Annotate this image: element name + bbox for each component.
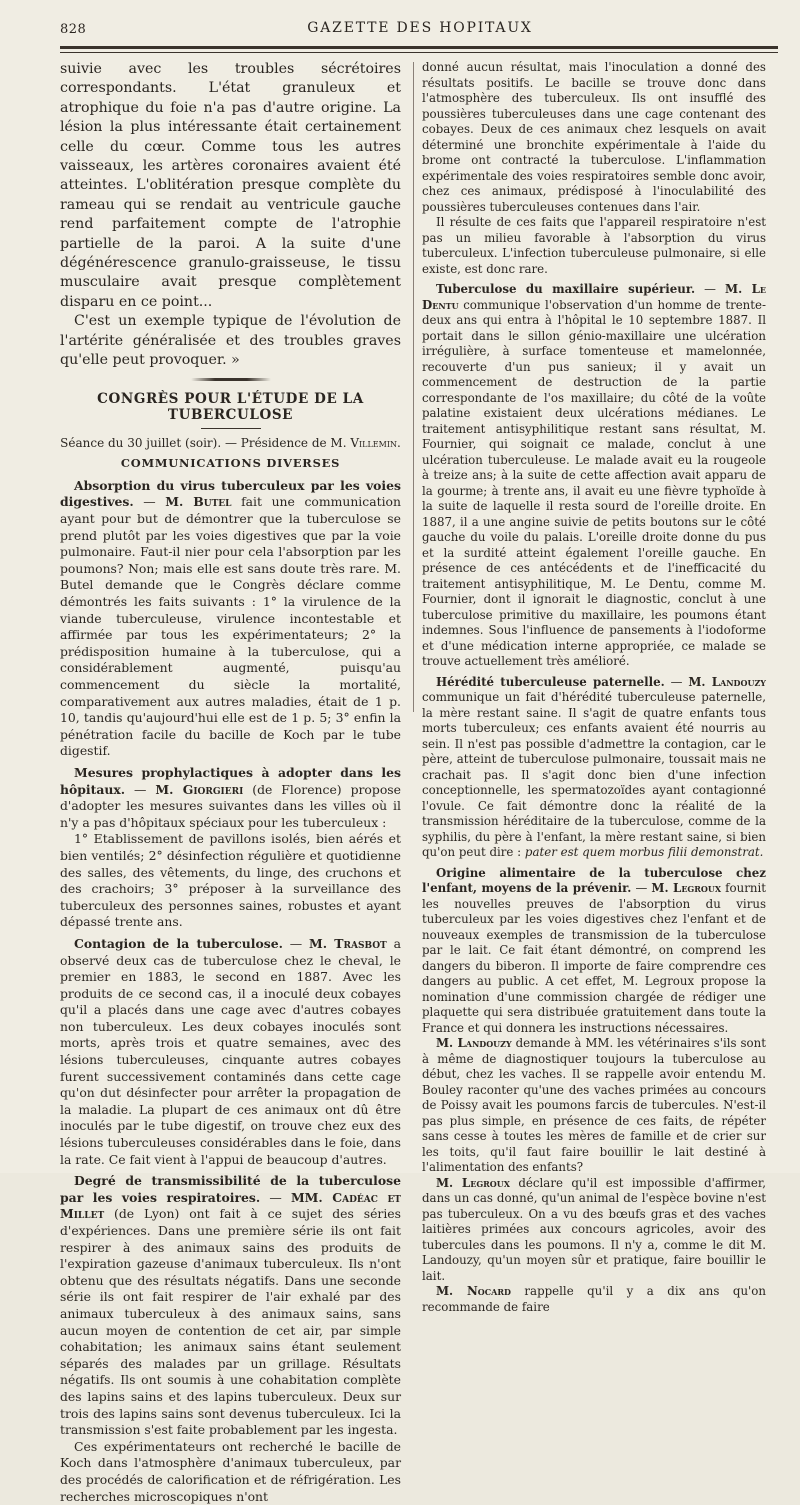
- header-rule-thick: [60, 46, 778, 49]
- article-heading: Mesures prophylactiques à adopter dans les hôpitaux.: [60, 764, 401, 797]
- left-column: [60, 60, 401, 1505]
- session-line: [60, 435, 401, 452]
- continued-conclusion: Il résulte de ces faits que l'appareil respiratoire n'est pas un milieu favorable à l'absorption du virus tuberculeux. L'infection tuberculeuse pulmonaire, si elle existe, est donc rare.: [422, 215, 766, 276]
- article-author: M. Trasbot: [309, 935, 387, 951]
- article-text: communique l'observation d'un homme de trente-deux ans qui entra à l'hôpital le 10 septembre 1887. Il portait dans le sillon génio-maxillaire une ulcération irrégulière, à surface tomenteuse et mamelonnée, recouverte d'un pus sanieux; il y avait un commencement de destruction de la partie correspondante de l'os maxillaire; du côté de la voûte palatine existaient deux ulcérations médianes. Le traitement antisyphilitique restant sans résultat, M. Fournier, qui soignait ce malade, conclut à une ulcération tuberculeuse. Le malade avait eu la rougeole à treize ans; à la suite de cette affection avait apparu de la gourme; à trente ans, il avait eu une fièvre typhoïde à la suite de laquelle il resta sourd de l'oreille droite. En 1887, il a une angine suivie de petits boutons sur le côté gauche du voile du palais. L'oreille droite donne du pus et la surdité atteint également l'oreille gauche. En présence de ces antécédents et de l'inefficacité du traitement antisyphilitique, M. Le Dentu, comme M. Fournier, dont il ignorait le diagnostic, conclut à une tuberculose primitive du maxillaire, les poumons étant indemnes. Sous l'influence de pansements à l'iodoforme et d'une médication interne appropriée, ce malade se trouve actuellement très amélioré.: [422, 297, 766, 668]
- article-heading: Tuberculose du maxillaire supérieur.: [436, 282, 696, 296]
- article-heredite: Hérédité tuberculeuse paternelle. — M. Landouzy communique un fait d'hérédité tuberculeuse paternelle, la mère restant saine. Il s'agit de quatre enfants tous morts tuberculeux; ces enfants avaient été nourris au sein. Il n'est pas possible d'admettre la contagion, car le père, atteint de tuberculose pulmonaire, toussait mais ne crachait pas. Il s'agit donc bien d'une infection conceptionnelle, les spermatozoïdes ayant contagionné l'ovule. Ce fait démontre donc la réalité de la transmission héréditaire de la tuberculose, comme de la syphilis, du père à l'enfant, la mère restant saine, si bien qu'on peut dire : pater est quem morbus filii demonstrat.: [422, 674, 766, 859]
- intro-paragraph: suivie avec les troubles sécrétoires correspondants. L'état granuleux et atrophique du foie n'a pas d'autre origine. La lésion la plus intéressante était certainement celle du cœur. Comme tous les autres vaisseaux, les artères coronaires avaient été atteintes. L'oblitération presque complète du rameau qui se rendait au ventricule gauche rend parfaitement compte de l'atrophie partielle de la paroi. A la suite d'une dégénérescence granulo-graisseuse, le tissu musculaire avait presque complètement disparu en ce point...: [60, 61, 401, 310]
- running-title: GAZETTE DES HOPITAUX: [307, 20, 533, 36]
- session-suffix: .: [397, 435, 401, 450]
- article-maxillaire: Tuberculose du maxillaire supérieur. — M. Le Dentu communique l'observation d'un homme de trente-deux ans qui entra à l'hôpital le 10 septembre 1887. Il portait dans le sillon génio-maxillaire une ulcération irrégulière, à surface tomenteuse et mamelonnée, recouverte d'un pus sanieux; il y avait un commencement de destruction de la partie correspondante de l'os maxillaire; du côté de la voûte palatine existaient deux ulcérations médianes. Le traitement antisyphilitique restant sans résultat, M. Fournier, qui soignait ce malade, conclut à une ulcération tuberculeuse. Le malade avait eu la rougeole à treize ans; à la suite de cette affection avait apparu de la gourme; à trente ans, il avait eu une fièvre typhoïde à la suite de laquelle il resta sourd de l'oreille droite. En 1887, il a une angine suivie de petits boutons sur le côté gauche du voile du palais. L'oreille droite donne du pus et la surdité atteint également l'oreille gauche. En présence de ces antécédents et de l'inefficacité du traitement antisyphilitique, M. Le Dentu, comme M. Fournier, dont il ignorait le diagnostic, conclut à une tuberculose primitive du maxillaire, les poumons étant indemnes. Sous l'influence de pansements à l'iodoforme et d'une médication interne appropriée, ce malade se trouve actuellement très amélioré.: [422, 282, 767, 668]
- article-author: M. Landouzy: [436, 1036, 512, 1050]
- article-author: M. Legroux: [436, 1175, 510, 1190]
- article-heading: Degré de transmissibilité de la tuberculose par les voies respiratoires.: [60, 1173, 401, 1205]
- article-text: (de Florence) propose d'adopter les mesures suivantes dans les villes où il n'y a pas d'hôpitaux spéciaux pour les tuberculeux :: [60, 781, 401, 830]
- discussion-nocard: [422, 1284, 766, 1315]
- article-author: M. Nocard: [436, 1284, 511, 1298]
- article-author: M. Landouzy: [688, 674, 766, 689]
- session-prefix: Séance du 30 juillet (soir). — Présidence de M.: [60, 435, 351, 450]
- right-column: [422, 60, 766, 1315]
- session-president: Villemin: [350, 435, 397, 450]
- page-number: 828: [60, 22, 87, 37]
- latin-quote: pater est quem morbus filii demonstrat.: [524, 845, 764, 859]
- continued-paragraph: donné aucun résultat, mais l'inoculation a donné des résultats positifs. Le bacille se trouve donc dans l'atmosphère des tuberculeux. Ils ont insufflé des poussières tuberculeuses dans une cage contenant des cobayes. Deux de ces animaux chez lesquels on avait déterminé une bronchite expérimentale à l'aide du brome ont contracté la tuberculose. L'inflammation expérimentale des voies respiratoires semble donc avoir, chez ces animaux, prédisposé à l'inoculabilité des poussières tuberculeuses contenues dans l'air.: [422, 60, 766, 214]
- article-text: (de Lyon) ont fait à ce sujet des séries d'expériences. Dans une première série ils ont fait respirer à des animaux sains des produits de l'expiration gazeuse d'animaux tuberculeux. Ils n'ont obtenu que des résultats négatifs. Dans une seconde série ils ont fait respirer de l'air exhalé par des animaux tuberculeux à des animaux sains, sans aucun moyen de contention de cet air, par simple cohabitation; les animaux sains étant seulement séparés des malades par un grillage. Résultats négatifs. Ils ont soumis à une cohabitation complète des lapins sains et des lapins tuberculeux. Deux sur trois des lapins sains sont devenus tuberculeux. Ici la transmission s'est faite probablement par les ingesta.: [60, 1206, 401, 1438]
- article-author: M. Legroux: [651, 881, 722, 895]
- title-rule: [201, 428, 261, 429]
- page-header: [60, 20, 780, 46]
- article-text: rappelle qu'il y a dix ans qu'on recommande de faire: [422, 1284, 766, 1314]
- intro-conclusion: C'est un exemple typique de l'évolution de l'artérite généralisée et des troubles graves qu'elle peut provoquer. »: [60, 313, 401, 369]
- congress-title: CONGRÈS POUR L'ÉTUDE DE LA TUBERCULOSE: [97, 390, 364, 424]
- article-absorption: Absorption du virus tuberculeux par les voies digestives. — M. Butel fait une communication ayant pour but de démontrer que la tuberculose se prend plutôt par les voies digestives que par la voie pulmonaire. Faut-il nier pour cela l'absorption par les poumons? Non; mais elle est sans doute très rare. M. Butel demande que le Congrès déclare comme démontrés les faits suivants : 1° la virulence de la viande tuberculeuse, virulence incontestable et affirmée par tous les expérimentateurs; 2° la prédisposition humaine à la tuberculose, qui a considérablement augmenté, puisqu'au commencement du siècle la mortalité, comparativement aux autres maladies, était de 1 p. 10, tandis qu'aujourd'hui elle est de 1 p. 5; 3° enfin la pénétration facile du bacille de Koch par le tube digestif.: [60, 477, 401, 759]
- article-text: déclare qu'il est impossible d'affirmer, dans un cas donné, qu'un animal de l'espèce bovine n'est pas tuberculeux. On a vu des bœufs gras et des vaches laitières primées aux concours agricoles, avoir des tubercules dans les poumons. Il n'y a, comme le dit M. Landouzy, qu'un moyen sûr et pratique, faire bouillir le lait.: [422, 1175, 766, 1283]
- article-text: demande à MM. les vétérinaires s'ils sont à même de diagnostiquer toujours la tuberculose au début, chez les vaches. Il se rappelle avoir entendu M. Bouley raconter qu'une des vaches primées au concours de Poissy avait les poumons farcis de tubercules. N'est-il pas plus simple, en présence de ces faits, de répéter sans cesse à toutes les mères de famille et de crier sur les toits, qu'il faut faire bouillir le lait destiné à l'alimentation des enfants?: [422, 1036, 766, 1174]
- article-text: a observé deux cas de tuberculose chez le cheval, le premier en 1883, le second en 1887. Avec les produits de ce second cas, il a inoculé deux cobayes qu'il a placés dans une cage avec d'autres cobayes non tuberculeux. Les deux cobayes inoculés sont morts, après trois et quatre semaines, avec des lésions tuberculeuses, cinquante autres cobayes furent successivement contaminés dans cette cage qu'on dut désinfecter pour arrêter la propagation de la maladie. La plupart de ces animaux ont dû être inoculés par le tube digestif, on trouve chez eux des lésions tuberculeuses considérables dans le foie, dans la rate. Ce fait vient à l'appui de beaucoup d'autres.: [60, 935, 401, 1167]
- header-rule-thin: [60, 52, 778, 53]
- article-prophylaxie: Mesures prophylactiques à adopter dans les hôpitaux. — M. Giorgieri (de Florence) propose d'adopter les mesures suivantes dans les villes où il n'y a pas d'hôpitaux spéciaux pour les tuberculeux :: [60, 764, 401, 830]
- article-author: M. Le Dentu: [422, 282, 767, 312]
- article-text: fait une communication ayant pour but de démontrer que la tuberculose se prend plutôt par les voies digestives que par la voie pulmonaire. Faut-il nier pour cela l'absorption par les poumons? Non; mais elle est sans doute très rare. M. Butel demande que le Congrès déclare comme démontrés les faits suivants : 1° la virulence de la viande tuberculeuse, virulence incontestable et affirmée par tous les expérimentateurs; 2° la prédisposition humaine à la tuberculose, qui a considérablement augmenté, puisqu'au commencement du siècle la mortalité, comparativement aux autres maladies, était de 1 p. 10, tandis qu'aujourd'hui elle est de 1 p. 5; 3° enfin la pénétration facile du bacille de Koch par le tube digestif.: [60, 494, 401, 759]
- article-text: fournit les nouvelles preuves de l'absorption du virus tuberculeux par les voies digestives chez l'enfant et de nouveaux exemples de transmission de la tuberculose par le lait. Ce fait étant démontré, on comprend les dangers du biberon. Il importe de faire comprendre ces dangers au public. A cet effet, M. Legroux propose la nomination d'une commission chargée de rédiger une plaquette qui sera distribuée gratuitement dans toute la France et qui donnera les instructions nécessaires.: [422, 881, 766, 1035]
- article-author: M. Giorgieri: [155, 781, 244, 797]
- article-transmissibilite: Degré de transmissibilité de la tuberculose par les voies respiratoires. — MM. Cadéac et Millet (de Lyon) ont fait à ce sujet des séries d'expériences. Dans une première série ils ont fait respirer à des animaux sains des produits de l'expiration gazeuse d'animaux tuberculeux. Ils n'ont obtenu que des résultats négatifs. Dans une seconde série ils ont fait respirer de l'air exhalé par des animaux tuberculeux à des animaux sains, sans aucun moyen de contention de cet air, par simple cohabitation; les animaux sains étant seulement séparés des malades par un grillage. Résultats négatifs. Ils ont soumis à une cohabitation complète des lapins sains et des lapins tuberculeux. Deux sur trois des lapins sains sont devenus tuberculeux. Ici la transmission s'est faite probablement par les ingesta.: [60, 1173, 401, 1438]
- ornament-separator: [191, 378, 271, 381]
- article-heading: Contagion de la tuberculose.: [74, 935, 283, 951]
- article-list: 1° Etablissement de pavillons isolés, bien aérés et bien ventilés; 2° désinfection régulière et quotidienne des salles, des vêtements, du linge, des cruchons et des crachoirs; 3° préposer à la surveillance des tuberculeux des personnes saines, robustes et ayant dépassé trente ans.: [60, 831, 401, 930]
- discussion-landouzy: [422, 1036, 766, 1176]
- discussion-legroux: [422, 1176, 766, 1285]
- article-heading: Absorption du virus tuberculeux par les voies digestives.: [60, 477, 401, 510]
- article-text: communique un fait d'hérédité tuberculeuse paternelle, la mère restant saine. Il s'agit de quatre enfants tous morts tuberculeux; ces enfants avaient été nourris au sein. Il n'est pas possible d'admettre la contagion, car le père, atteint de tuberculose pulmonaire, toussait mais ne crachait pas. Il s'agit donc bien d'une infection conceptionnelle, les spermatozoïdes ayant contagionné l'ovule. Ce fait démontre donc la réalité de la transmission héréditaire de la tuberculose, comme de la syphilis, du père à l'enfant, la mère restant saine, si bien qu'on peut dire :: [422, 690, 766, 859]
- article-heading: Origine alimentaire de la tuberculose chez l'enfant, moyens de la prévenir.: [422, 865, 766, 895]
- article-author: MM. Cadéac et Millet: [60, 1189, 401, 1222]
- article-origine: Origine alimentaire de la tuberculose chez l'enfant, moyens de la prévenir. — M. Legroux fournit les nouvelles preuves de l'absorption du virus tuberculeux par les voies digestives chez l'enfant et de nouveaux exemples de transmission de la tuberculose par le lait. Ce fait étant démontré, on comprend les dangers du biberon. Il importe de faire comprendre ces dangers au public. A cet effet, M. Legroux propose la nomination d'une commission chargée de rédiger une plaquette qui sera distribuée gratuitement dans toute la France et qui donnera les instructions nécessaires.: [422, 865, 766, 1035]
- communications-heading: COMMUNICATIONS DIVERSES: [120, 456, 341, 471]
- article-author: M. Butel: [165, 494, 232, 510]
- article-text-continued: Ces expérimentateurs ont recherché le bacille de Koch dans l'atmosphère d'animaux tuberculeux, par des procédés de calorification et de réfrigération. Les recherches microscopiques n'ont: [60, 1438, 401, 1504]
- article-contagion: Contagion de la tuberculose. — M. Trasbot a observé deux cas de tuberculose chez le cheval, le premier en 1883, le second en 1887. Avec les produits de ce second cas, il a inoculé deux cobayes qu'il a placés dans une cage avec d'autres cobayes non tuberculeux. Les deux cobayes inoculés sont morts, après trois et quatre semaines, avec des lésions tuberculeuses, cinquante autres cobayes furent successivement contaminés dans cette cage qu'on dut désinfecter pour arrêter la propagation de la maladie. La plupart de ces animaux ont dû être inoculés par le tube digestif, on trouve chez eux des lésions tuberculeuses considérables dans le foie, dans la rate. Ce fait vient à l'appui de beaucoup d'autres.: [60, 935, 401, 1167]
- column-divider: [413, 62, 414, 712]
- article-heading: Hérédité tuberculeuse paternelle.: [436, 674, 665, 689]
